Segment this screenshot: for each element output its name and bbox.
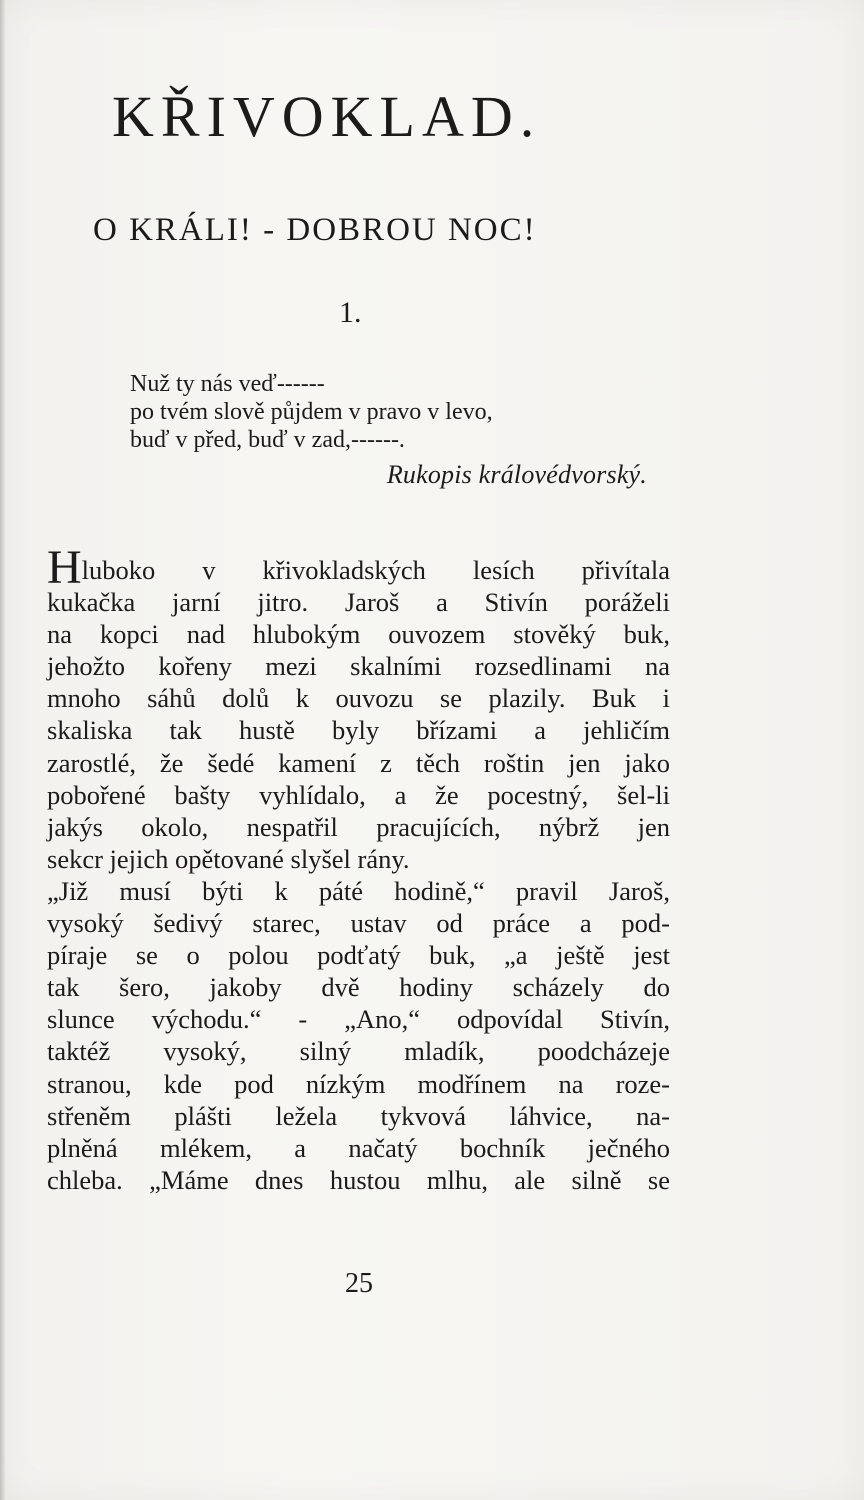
body-line: skaliska tak hustě byly břízami a jehličím	[47, 715, 670, 746]
body-line: mnoho sáhů dolů k ouvozu se plazily. Buk i	[47, 683, 670, 714]
body-line: na kopci nad hlubokým ouvozem stověký buk,	[47, 619, 670, 650]
body-line: jakýs okolo, nespatřil pracujících, nýbrž jen	[47, 811, 670, 842]
body-line: chleba. „Máme dnes hustou mlhu, ale silně se	[47, 1164, 670, 1195]
body-line: pobořené bašty vyhlídalo, a že pocestný, šel-li	[47, 779, 670, 810]
body-line: plněná mlékem, a načatý bochník ječného	[47, 1132, 670, 1163]
body-line: slunce východu.“ - „Ano,“ odpovídal Stivín,	[47, 1004, 670, 1035]
epigraph-source: Rukopis královédvorský.	[386, 460, 647, 489]
body-line: vysoký šedivý starec, ustav od práce a pod-	[47, 908, 670, 939]
page-gutter-shadow	[0, 0, 6, 1500]
chapter-subtitle: O KRÁLI! - DOBROU NOC!	[93, 212, 537, 248]
body-line: sekcr jejich opětované slyšel rány.	[47, 843, 410, 874]
epigraph	[130, 370, 650, 454]
page-number: 25	[345, 1268, 373, 1299]
drop-cap: H	[47, 541, 82, 594]
body-line: „Již musí býti k páté hodině,“ pravil Jaroš,	[47, 875, 670, 906]
body-line	[47, 541, 670, 594]
epigraph-line: buď v před, buď v zad,------.	[130, 427, 405, 453]
body-line: jehožto kořeny mezi skalními rozsedlinami na	[47, 651, 670, 682]
section-number: 1.	[339, 296, 362, 329]
epigraph-line: Nuž ty nás veď------	[130, 371, 325, 397]
body-line: tak šero, jakoby dvě hodiny scházely do	[47, 972, 670, 1003]
body-line-text: luboko v křivokladských lesích přivítala	[81, 555, 670, 585]
epigraph-line: po tvém slově půjdem v pravo v levo,	[130, 399, 493, 425]
body-line: střeněm plášti ležela tykvová láhvice, na-	[47, 1100, 670, 1131]
body-line: taktéž vysoký, silný mladík, poodcházeje	[47, 1036, 670, 1067]
body-line: kukačka jarní jitro. Jaroš a Stivín poráželi	[47, 587, 670, 618]
body-line: zarostlé, že šedé kamení z těch roštin jen jako	[47, 747, 670, 778]
body-text	[47, 541, 670, 1196]
body-line: stranou, kde pod nízkým modřínem na roze-	[47, 1068, 670, 1099]
body-line: píraje se o polou podťatý buk, „a ještě jest	[47, 940, 670, 971]
chapter-title: KŘIVOKLAD.	[112, 84, 542, 149]
